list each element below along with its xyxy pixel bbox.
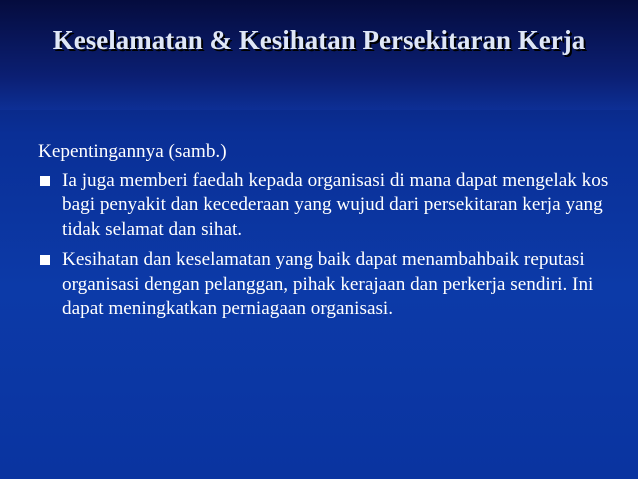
slide-content — [38, 140, 618, 328]
square-bullet-icon — [40, 176, 50, 186]
square-bullet-icon — [40, 255, 50, 265]
bullet-list — [38, 169, 618, 322]
bullet-text: Ia juga memberi faedah kepada organisasi di mana dapat mengelak kos bagi penyakit dan kecederaan yang wujud dari persekitaran kerja yang tidak selamat dan sihat. — [62, 169, 609, 240]
bullet-text: Kesihatan dan keselamatan yang baik dapat menambahbaik reputasi organisasi dengan pelanggan, pihak kerajaan dan perkerja sendiri. Ini dapat meningkatkan perniagaan organisasi. — [62, 249, 594, 319]
slide-title: Keselamatan & Kesihatan Persekitaran Kerja — [52, 25, 586, 55]
bullet-item — [38, 169, 618, 243]
slide-subheading: Kepentingannya (samb.) — [38, 141, 227, 162]
bullet-item — [38, 248, 618, 322]
